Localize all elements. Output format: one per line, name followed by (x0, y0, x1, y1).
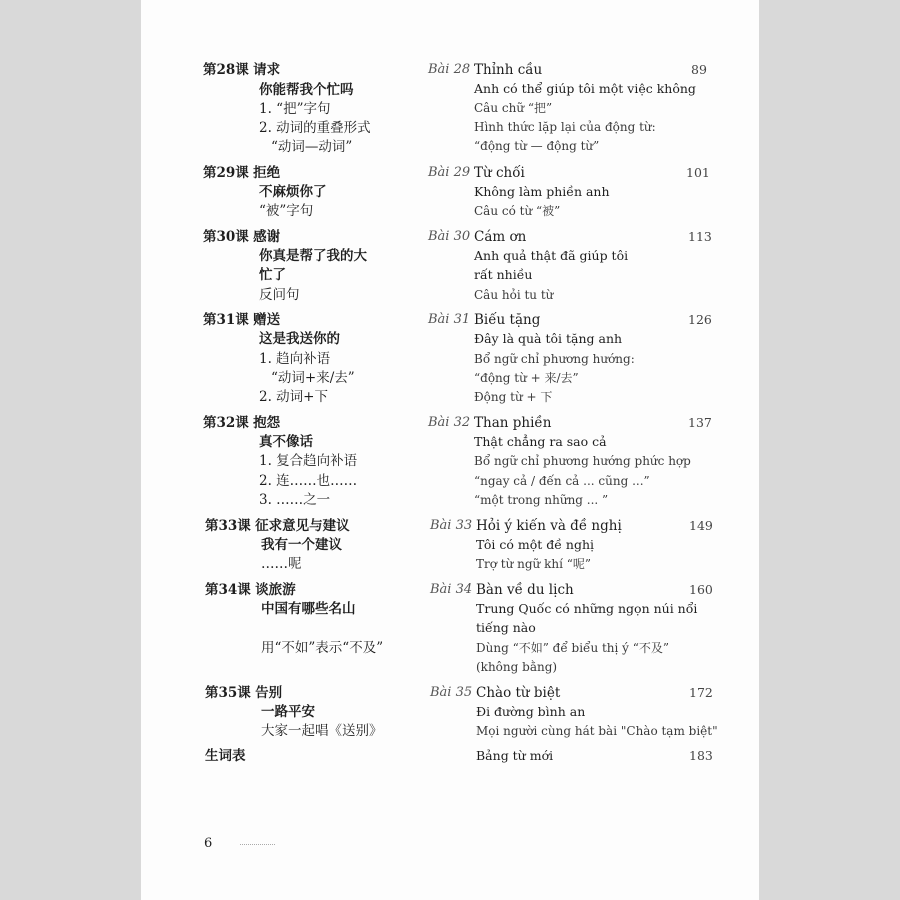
grammar-point-vn: Câu chữ “把” (474, 101, 553, 115)
lesson-title-zh: 抱怨 (253, 415, 281, 431)
folio-page-number: 6 (204, 836, 213, 851)
page-number: 113 (688, 229, 712, 244)
lesson-subtitle-zh: 你真是帮了我的大 (259, 248, 367, 264)
lesson-label-vn: Bài 33 (430, 518, 473, 533)
lesson-label-vn: Bài 34 (430, 582, 473, 597)
lesson-label: 第28课 (203, 62, 249, 78)
grammar-point-vn: Bổ ngữ chỉ phương hướng: (474, 352, 635, 366)
lesson-subtitle-vn: Thật chẳng ra sao cả (474, 434, 607, 449)
footer-dots (240, 844, 275, 845)
lesson-subtitle-vn: rất nhiều (474, 267, 533, 282)
grammar-point-vn: “động từ + 来/去” (474, 371, 579, 385)
lesson-title-zh: 感谢 (253, 229, 281, 245)
grammar-point-zh: 1. “把”字句 (259, 101, 331, 117)
lesson-label-vn: Bài 31 (428, 312, 471, 327)
lesson-title-vn: Than phiền (474, 415, 552, 431)
lesson-subtitle-zh: 一路平安 (261, 704, 315, 720)
lesson-title-vn: Chào từ biệt (476, 685, 561, 701)
lesson-subtitle-zh: 你能帮我个忙吗 (259, 82, 354, 98)
lesson-subtitle-vn: Đi đường bình an (476, 704, 586, 719)
lesson-title-zh: 征求意见与建议 (255, 518, 350, 534)
grammar-point-zh: 大家一起唱《送别》 (261, 723, 383, 739)
lesson-label-vn: Bài 28 (428, 62, 471, 77)
grammar-point-vn: Bổ ngữ chỉ phương hướng phức hợp (474, 454, 691, 468)
grammar-point-vn: Mọi người cùng hát bài "Chào tạm biệt" (476, 724, 718, 738)
lesson-label: 第30课 (203, 229, 249, 245)
grammar-point-vn: “động từ — động từ” (474, 139, 600, 153)
grammar-point-zh: “动词—动词” (271, 139, 353, 155)
page-number: 172 (689, 685, 713, 700)
lesson-title-vn: Bàn về du lịch (476, 582, 574, 598)
lesson-label: 第34课 (205, 582, 251, 598)
grammar-point-zh: “被”字句 (259, 203, 314, 219)
grammar-point-zh: “动词+来/去” (271, 370, 355, 386)
page-number: 160 (689, 582, 713, 597)
grammar-point-zh: 1. 趋向补语 (259, 351, 331, 367)
lesson-label: 第29课 (203, 165, 249, 181)
grammar-point-vn: Trợ từ ngữ khí “呢” (476, 557, 592, 571)
grammar-point-vn: Hình thức lặp lại của động từ: (474, 120, 656, 134)
lesson-subtitle-zh: 这是我送你的 (259, 331, 340, 347)
lesson-subtitle-vn: Đây là quà tôi tặng anh (474, 331, 623, 346)
grammar-point-zh: 2. 连……也…… (259, 473, 358, 489)
lesson-title-zh: 谈旅游 (255, 582, 296, 598)
lesson-label-vn: Bài 32 (428, 415, 471, 430)
lesson-title-vn: Hỏi ý kiến và đề nghị (476, 518, 622, 534)
lesson-label: 第35课 (205, 685, 251, 701)
page-number: 89 (691, 62, 707, 77)
grammar-point-vn: “ngay cả / đến cả ... cũng ...” (474, 474, 650, 488)
lesson-subtitle-vn: Anh quả thật đã giúp tôi (474, 248, 629, 263)
lesson-label-vn: Bài 29 (428, 165, 471, 180)
grammar-point-zh: 2. 动词的重叠形式 (259, 120, 371, 136)
grammar-point-zh: 3. ……之一 (259, 492, 331, 508)
page-number: 183 (689, 748, 713, 763)
lesson-label-vn: Bài 30 (428, 229, 471, 244)
lesson-subtitle-zh: 中国有哪些名山 (261, 601, 356, 617)
grammar-point-vn: (không bằng) (476, 660, 558, 674)
grammar-point-zh: ……呢 (261, 556, 302, 572)
lesson-subtitle-vn: Tôi có một đề nghị (476, 537, 594, 552)
lesson-subtitle-zh: 真不像话 (259, 434, 313, 450)
page-number: 137 (688, 415, 712, 430)
lesson-label: 第32课 (203, 415, 249, 431)
lesson-subtitle-zh: 我有一个建议 (261, 537, 342, 553)
page-number: 101 (686, 165, 710, 180)
glossary-title-zh: 生词表 (205, 748, 246, 764)
lesson-title-vn: Từ chối (474, 165, 525, 181)
grammar-point-vn: “một trong những ... ” (474, 493, 609, 507)
grammar-point-zh: 反问句 (259, 287, 300, 303)
lesson-title-zh: 请求 (253, 62, 281, 78)
lesson-title-vn: Biếu tặng (474, 312, 541, 328)
lesson-subtitle-vn: Không làm phiền anh (474, 184, 610, 199)
lesson-title-vn: Thỉnh cầu (474, 62, 543, 78)
page-number: 149 (689, 518, 713, 533)
lesson-title-zh: 赠送 (253, 312, 281, 328)
lesson-title-zh: 拒绝 (253, 165, 281, 181)
book-page (141, 0, 759, 900)
grammar-point-vn: Câu hỏi tu từ (474, 288, 554, 302)
grammar-point-zh: 2. 动词+下 (259, 389, 328, 405)
glossary-title-vn: Bảng từ mới (476, 748, 554, 763)
lesson-title-zh: 告别 (255, 685, 283, 701)
grammar-point-vn: Dùng “不如” để biểu thị ý “不及” (476, 641, 670, 655)
lesson-label: 第33课 (205, 518, 251, 534)
grammar-point-vn: Câu có từ “被” (474, 204, 561, 218)
lesson-label: 第31课 (203, 312, 249, 328)
lesson-subtitle-zh: 不麻烦你了 (259, 184, 327, 200)
page-number: 126 (688, 312, 712, 327)
lesson-label-vn: Bài 35 (430, 685, 473, 700)
grammar-point-vn: Động từ + 下 (474, 390, 553, 404)
lesson-title-vn: Cám ơn (474, 229, 527, 245)
lesson-subtitle-vn: Anh có thể giúp tôi một việc không (474, 81, 696, 96)
grammar-point-zh: 用“不如”表示“不及” (261, 640, 384, 656)
lesson-subtitle-vn: Trung Quốc có những ngọn núi nổi (476, 601, 698, 616)
lesson-subtitle-zh: 忙了 (259, 267, 286, 283)
lesson-subtitle-vn: tiếng nào (476, 620, 536, 635)
grammar-point-zh: 1. 复合趋向补语 (259, 453, 358, 469)
